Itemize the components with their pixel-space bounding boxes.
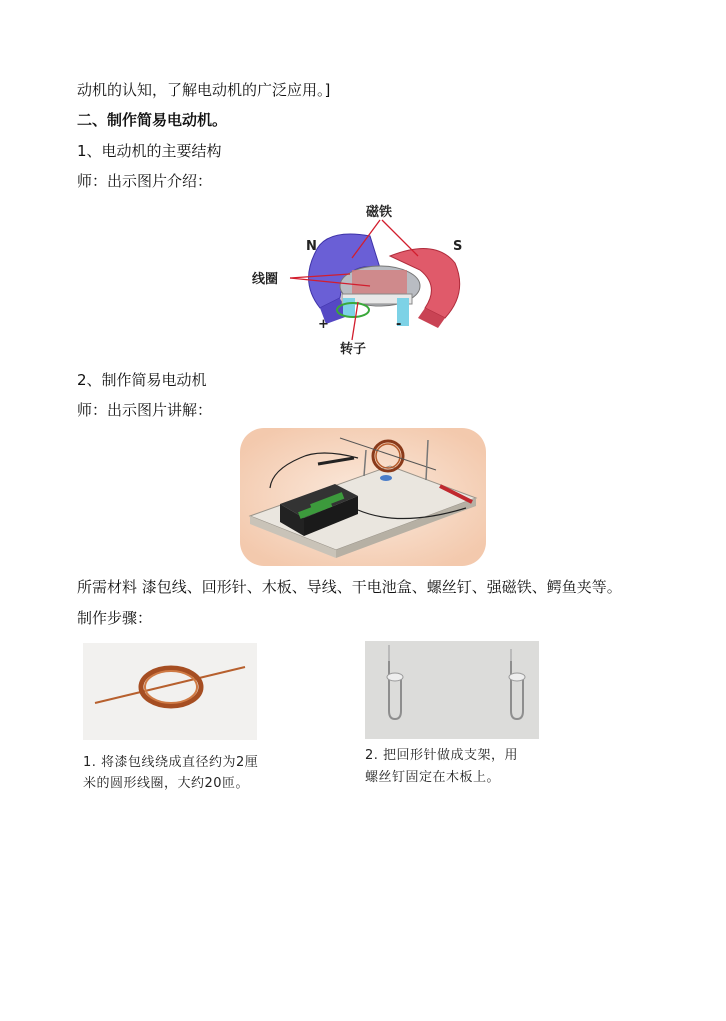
teacher-line-1: 师：出示图片介绍： bbox=[77, 172, 213, 190]
label-rotor: 转子 bbox=[340, 342, 367, 357]
paperclip-supports-photo bbox=[365, 641, 539, 739]
label-s-pole: S bbox=[453, 239, 463, 254]
steps-heading: 制作步骤： bbox=[77, 609, 153, 627]
motor-structure-figure bbox=[240, 198, 480, 358]
subheading-2: 2、制作简易电动机 bbox=[77, 371, 207, 389]
label-coil: 线圈 bbox=[252, 272, 279, 287]
copper-coil-photo bbox=[83, 643, 257, 740]
step1-caption-line1: 1. 将漆包线绕成直径约为2厘 bbox=[83, 755, 259, 770]
magnet-pointer-line-right bbox=[382, 220, 418, 256]
label-n-pole: N bbox=[306, 239, 317, 254]
step1-caption-line2: 米的圆形线圈，大约20匝。 bbox=[83, 776, 250, 791]
step2-caption-line1: 2. 把回形针做成支架，用 bbox=[365, 748, 519, 763]
step2-caption-line2: 螺丝钉固定在木板上。 bbox=[365, 770, 501, 785]
label-minus: - bbox=[396, 317, 402, 332]
label-plus: + bbox=[318, 317, 329, 332]
section-heading-2: 二、制作简易电动机。 bbox=[77, 111, 228, 129]
simple-motor-board-figure bbox=[240, 428, 486, 566]
teacher-line-2: 师：出示图片讲解： bbox=[77, 401, 213, 419]
text-line-1: 动机的认知，了解电动机的广泛应用。] bbox=[77, 81, 331, 99]
label-magnet: 磁铁 bbox=[366, 205, 393, 220]
materials-text: 所需材料 漆包线、回形针、木板、导线、干电池盒、螺丝钉、强磁铁、鳄鱼夹等。 bbox=[77, 578, 622, 596]
subheading-1: 1、电动机的主要结构 bbox=[77, 142, 222, 160]
